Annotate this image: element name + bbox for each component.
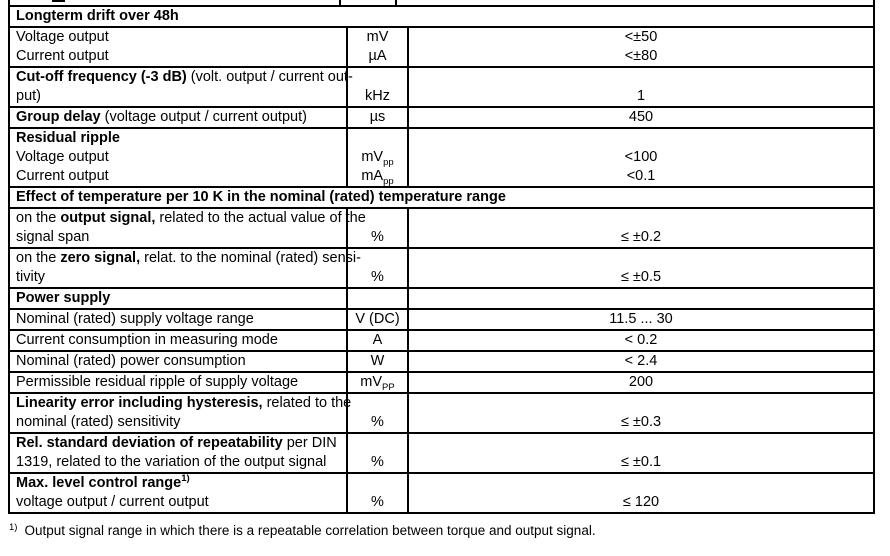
label-segment: per DIN	[282, 435, 337, 451]
unit-text	[348, 310, 407, 329]
unit-base: µs	[369, 109, 386, 125]
parameter-cell	[10, 68, 353, 106]
value-text: 450	[628, 109, 654, 125]
value-cell	[407, 289, 873, 308]
label-segment: (volt. output / current out-	[186, 69, 353, 85]
value-cell	[407, 68, 873, 106]
parameter-text	[16, 268, 346, 287]
value-cell	[407, 249, 873, 287]
label-segment: related to the	[262, 395, 352, 411]
label-segment: Power supply	[16, 290, 111, 306]
unit-text	[348, 47, 407, 66]
value-text: ≤ 120	[622, 494, 660, 510]
value-cell	[407, 394, 873, 432]
value-text: < 2.4	[624, 353, 658, 369]
parameter-text	[16, 352, 346, 371]
value-text: 1	[636, 88, 646, 104]
unit-subscript: PP	[382, 381, 395, 393]
label-segment: Current consumption in measuring mode	[16, 332, 278, 348]
value-text: ≤ ±0.5	[620, 269, 662, 285]
parameter-text	[16, 209, 366, 228]
footnote-text: Output signal range in which there is a repeatable correlation between torque and output signal.	[24, 523, 596, 538]
parameter-text	[16, 228, 346, 247]
value-cell	[407, 434, 873, 472]
unit-base: %	[371, 229, 384, 245]
clipped-text-fragment	[52, 0, 65, 2]
table-row	[10, 432, 873, 472]
parameter-text	[16, 68, 353, 87]
unit-base: kHz	[365, 88, 390, 104]
value-text: ≤ ±0.1	[620, 454, 662, 470]
unit-base: mV	[361, 149, 384, 165]
unit-cell	[346, 28, 407, 66]
label-segment: Rel. standard deviation of repeatability	[16, 435, 283, 451]
unit-text	[348, 87, 407, 106]
label-segment: Permissible residual ripple of supply voltage	[16, 374, 299, 390]
unit-text	[348, 373, 407, 392]
unit-text	[348, 453, 407, 472]
section-row	[10, 7, 873, 26]
footnote-ref: 1)	[181, 473, 190, 485]
unit-cell	[346, 394, 407, 432]
parameter-text	[16, 28, 346, 47]
label-segment: relat. to the nominal (rated) sensi-	[140, 250, 361, 266]
table-row	[10, 329, 873, 350]
parameter-text	[16, 373, 346, 392]
unit-cell	[346, 249, 407, 287]
unit-base: V (DC)	[355, 311, 400, 327]
table-row	[10, 472, 873, 512]
unit-base: µA	[368, 48, 387, 64]
value-cell	[407, 28, 873, 66]
unit-base: %	[371, 414, 384, 430]
unit-cell	[346, 108, 407, 127]
parameter-text	[16, 87, 346, 106]
section-title-cell	[10, 188, 873, 207]
unit-cell	[346, 129, 407, 186]
parameter-text	[16, 148, 346, 167]
label-segment: Group delay	[16, 109, 101, 125]
unit-text	[348, 108, 407, 127]
value-text: <±50	[624, 29, 658, 45]
unit-base: %	[371, 454, 384, 470]
parameter-cell	[10, 289, 346, 308]
footnote-marker: 1)	[9, 521, 18, 533]
parameter-text	[16, 129, 346, 148]
label-segment: nominal (rated) sensitivity	[16, 414, 181, 430]
label-segment: on the	[16, 250, 61, 266]
value-text: < 0.2	[624, 332, 658, 348]
unit-cell	[346, 352, 407, 371]
label-segment: Longterm drift over 48h	[16, 8, 179, 24]
unit-cell	[346, 209, 407, 247]
label-segment: Residual ripple	[16, 130, 120, 146]
unit-base: W	[370, 353, 385, 369]
label-segment: output signal,	[60, 210, 156, 226]
value-cell	[407, 129, 873, 186]
section-title	[16, 188, 873, 207]
table-row	[10, 106, 873, 127]
unit-base: mA	[361, 168, 384, 184]
parameter-cell	[10, 108, 346, 127]
label-segment: 1319, related to the variation of the output signal	[16, 454, 327, 470]
parameter-cell	[10, 209, 366, 247]
unit-base: A	[372, 332, 383, 348]
value-text: <±80	[624, 48, 658, 64]
unit-text	[348, 148, 407, 167]
unit-text	[348, 352, 407, 371]
unit-cell	[346, 373, 407, 392]
label-segment: Nominal (rated) power consumption	[16, 353, 246, 369]
unit-subscript: pp	[383, 175, 394, 187]
parameter-text	[16, 167, 346, 186]
parameter-text	[16, 394, 352, 413]
label-segment: related to the actual value of the	[155, 210, 366, 226]
parameter-cell	[10, 434, 346, 472]
unit-cell	[346, 331, 407, 350]
value-text: <0.1	[626, 168, 656, 184]
label-segment: put)	[16, 88, 41, 104]
unit-text	[348, 129, 407, 148]
label-segment: Current output	[16, 48, 109, 64]
value-cell	[407, 331, 873, 350]
parameter-text	[16, 108, 346, 127]
unit-cell	[346, 289, 407, 308]
label-segment: Voltage output	[16, 149, 109, 165]
table-row	[10, 207, 873, 247]
label-segment: Effect of temperature per 10 K in the nominal (rated) temperature range	[16, 189, 506, 205]
label-segment: Max. level control range	[16, 475, 182, 491]
parameter-cell	[10, 129, 346, 186]
parameter-cell	[10, 394, 352, 432]
clipped-row-above	[8, 0, 875, 5]
label-segment: Nominal (rated) supply voltage range	[16, 311, 254, 327]
label-segment: (voltage output / current output)	[100, 109, 307, 125]
label-segment: zero signal,	[60, 250, 141, 266]
label-segment: tivity	[16, 269, 45, 285]
parameter-cell	[10, 331, 346, 350]
parameter-cell	[10, 249, 361, 287]
table-row	[10, 247, 873, 287]
section-title	[16, 7, 873, 26]
section-row	[10, 186, 873, 207]
value-cell	[407, 108, 873, 127]
table-row	[10, 392, 873, 432]
value-cell	[407, 474, 873, 512]
parameter-text	[16, 331, 346, 350]
unit-base: %	[371, 269, 384, 285]
unit-cell	[346, 434, 407, 472]
table-row	[10, 308, 873, 329]
parameter-cell	[10, 373, 346, 392]
spec-table	[8, 5, 875, 514]
unit-base: %	[371, 494, 384, 510]
parameter-text	[16, 249, 361, 268]
label-segment: on the	[16, 210, 61, 226]
unit-cell	[346, 68, 407, 106]
table-row	[10, 26, 873, 66]
label-segment: signal span	[16, 229, 90, 245]
unit-base: mV	[366, 29, 389, 45]
parameter-text	[16, 434, 346, 453]
parameter-cell	[10, 352, 346, 371]
unit-text	[348, 413, 407, 432]
value-text: 200	[628, 374, 654, 390]
parameter-text	[16, 453, 346, 472]
unit-text	[348, 228, 407, 247]
value-cell	[407, 209, 873, 247]
value-text: ≤ ±0.3	[620, 414, 662, 430]
label-segment: Cut-off frequency (-3 dB)	[16, 69, 187, 85]
value-cell	[407, 352, 873, 371]
table-row	[10, 66, 873, 106]
parameter-cell	[10, 28, 346, 66]
value-cell	[407, 310, 873, 329]
value-cell	[407, 373, 873, 392]
value-text: ≤ ±0.2	[620, 229, 662, 245]
value-text: <100	[624, 149, 658, 165]
parameter-text	[16, 413, 346, 432]
unit-text	[348, 167, 407, 186]
parameter-text	[16, 289, 346, 308]
table-row	[10, 350, 873, 371]
clipped-column-line	[339, 0, 341, 5]
table-row	[10, 287, 873, 308]
unit-text	[348, 331, 407, 350]
unit-cell	[346, 310, 407, 329]
label-segment: Voltage output	[16, 29, 109, 45]
unit-base: mV	[360, 374, 383, 390]
unit-text	[348, 28, 407, 47]
table-row	[10, 127, 873, 186]
parameter-text	[16, 474, 346, 493]
clipped-column-line	[395, 0, 397, 5]
parameter-text	[16, 310, 346, 329]
unit-cell	[346, 474, 407, 512]
label-segment: Linearity error including hysteresis,	[16, 395, 263, 411]
section-title-cell	[10, 7, 873, 26]
footnote	[8, 523, 890, 539]
unit-text	[348, 493, 407, 512]
parameter-cell	[10, 310, 346, 329]
label-segment: voltage output / current output	[16, 494, 209, 510]
parameter-text	[16, 47, 346, 66]
table-row	[10, 371, 873, 392]
value-text: 11.5 ... 30	[609, 311, 673, 327]
label-segment: Current output	[16, 168, 109, 184]
unit-subscript: pp	[383, 156, 394, 168]
parameter-text	[16, 493, 346, 512]
parameter-cell	[10, 474, 346, 512]
value-text	[409, 129, 873, 148]
unit-text	[348, 268, 407, 287]
